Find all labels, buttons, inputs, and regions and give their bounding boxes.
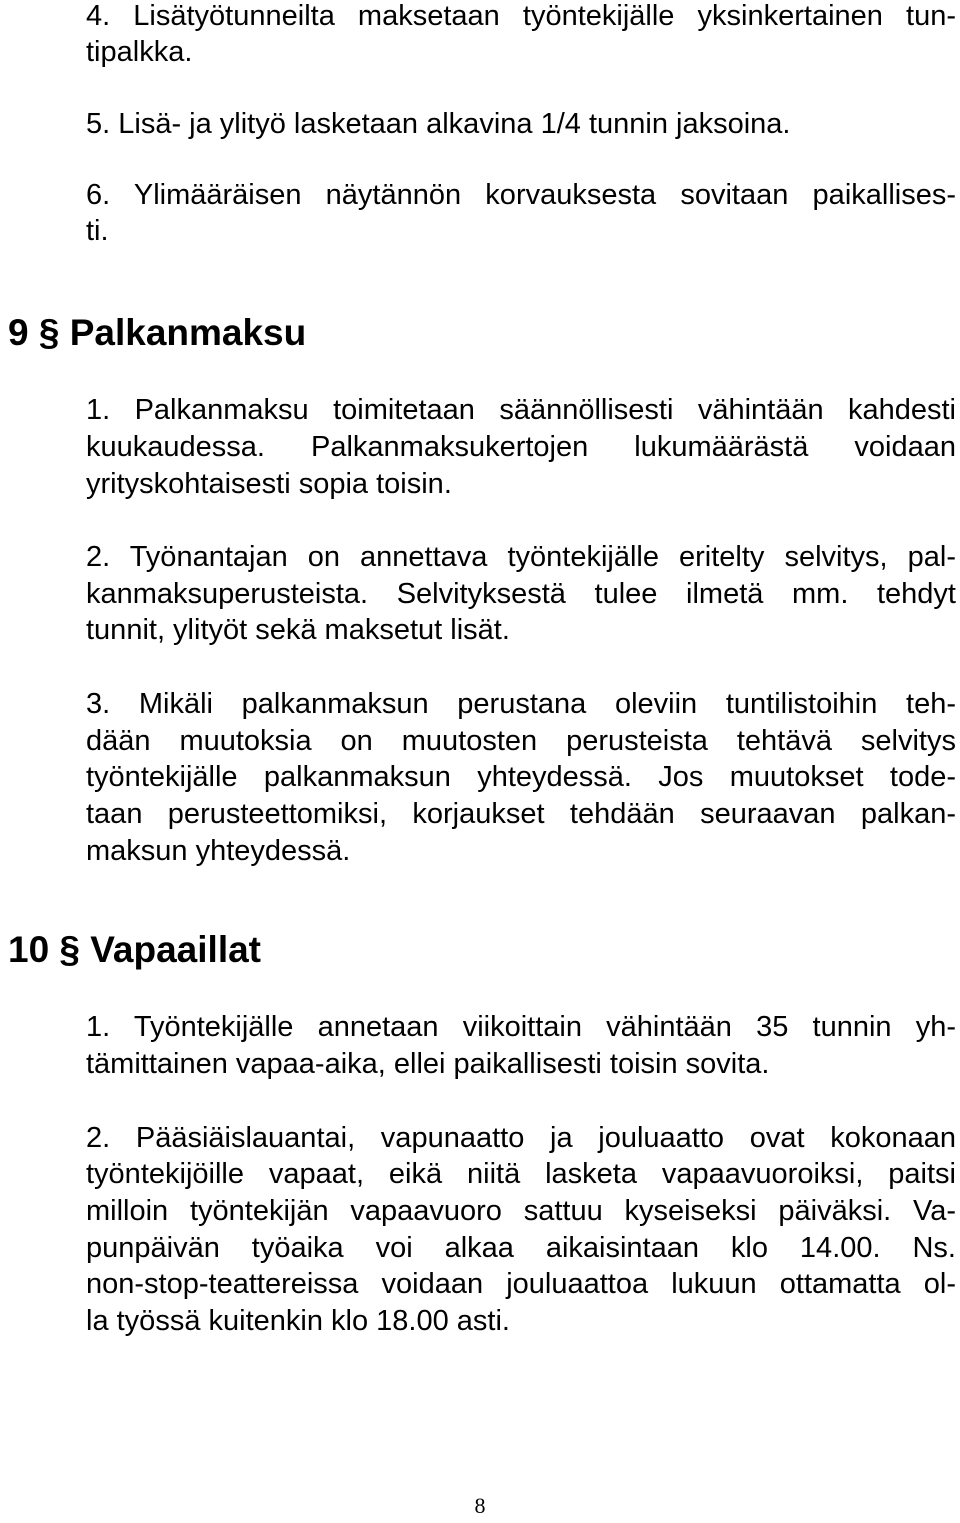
palkanmaksu-paragraph-3-line-2: dään muutoksia on muutosten perusteista tehtävä selvitys (86, 725, 956, 757)
palkanmaksu-paragraph-3-line-4: taan perusteettomiksi, korjaukset tehdään seuraavan palkan- (86, 798, 956, 830)
palkanmaksu-paragraph-3-line-5: maksun yhteydessä. (86, 835, 351, 867)
vapaaillat-paragraph-1-line-1: 1. Työntekijälle annetaan viikoittain vähintään 35 tunnin yh- (86, 1011, 956, 1043)
vapaaillat-paragraph-2-line-4: punpäivän työaika voi alkaa aikaisintaan klo 14.00. Ns. (86, 1232, 956, 1264)
list-item-4-line-1: 4. Lisätyötunneilta maksetaan työntekijälle yksinkertainen tun- (86, 0, 956, 32)
palkanmaksu-paragraph-3-line-1: 3. Mikäli palkanmaksun perustana oleviin tuntilistoihin teh- (86, 688, 956, 720)
palkanmaksu-paragraph-1-line-1: 1. Palkanmaksu toimitetaan säännöllisesti vähintään kahdesti (86, 394, 956, 426)
list-item-5-line-1: 5. Lisä- ja ylityö lasketaan alkavina 1/4 tunnin jaksoina. (86, 108, 791, 140)
palkanmaksu-paragraph-2-line-3: tunnit, ylityöt sekä maksetut lisät. (86, 614, 510, 646)
section-title-palkanmaksu: 9 § Palkanmaksu (8, 312, 307, 353)
page-number: 8 (474, 1493, 486, 1518)
palkanmaksu-paragraph-2-line-1: 2. Työnantajan on annettava työntekijälle eritelty selvitys, pal- (86, 541, 956, 573)
section-title-vapaaillat: 10 § Vapaaillat (8, 929, 262, 970)
list-item-6-line-2: ti. (86, 215, 109, 247)
vapaaillat-paragraph-1-line-2: tämittainen vapaa-aika, ellei paikallisesti toisin sovita. (86, 1048, 770, 1080)
palkanmaksu-paragraph-3-line-3: työntekijälle palkanmaksun yhteydessä. Jos muutokset tode- (86, 761, 956, 793)
vapaaillat-paragraph-2-line-3: milloin työntekijän vapaavuoro sattuu kyseiseksi päiväksi. Va- (86, 1195, 956, 1227)
vapaaillat-paragraph-2-line-2: työntekijöille vapaat, eikä niitä lasketa vapaavuoroiksi, paitsi (86, 1158, 956, 1190)
list-item-4-line-2: tipalkka. (86, 36, 193, 68)
palkanmaksu-paragraph-1-line-2: kuukaudessa. Palkanmaksukertojen lukumäärästä voidaan (86, 431, 956, 463)
vapaaillat-paragraph-2-line-5: non-stop-teattereissa voidaan jouluaattoa lukuun ottamatta ol- (86, 1268, 956, 1300)
list-item-6-line-1: 6. Ylimääräisen näytännön korvauksesta sovitaan paikallises- (86, 179, 956, 211)
palkanmaksu-paragraph-2-line-2: kanmaksuperusteista. Selvityksestä tulee ilmetä mm. tehdyt (86, 578, 956, 610)
vapaaillat-paragraph-2-line-1: 2. Pääsiäislauantai, vapunaatto ja jouluaatto ovat kokonaan (86, 1122, 956, 1154)
vapaaillat-paragraph-2-line-6: la työssä kuitenkin klo 18.00 asti. (86, 1305, 510, 1337)
palkanmaksu-paragraph-1-line-3: yrityskohtaisesti sopia toisin. (86, 468, 452, 500)
